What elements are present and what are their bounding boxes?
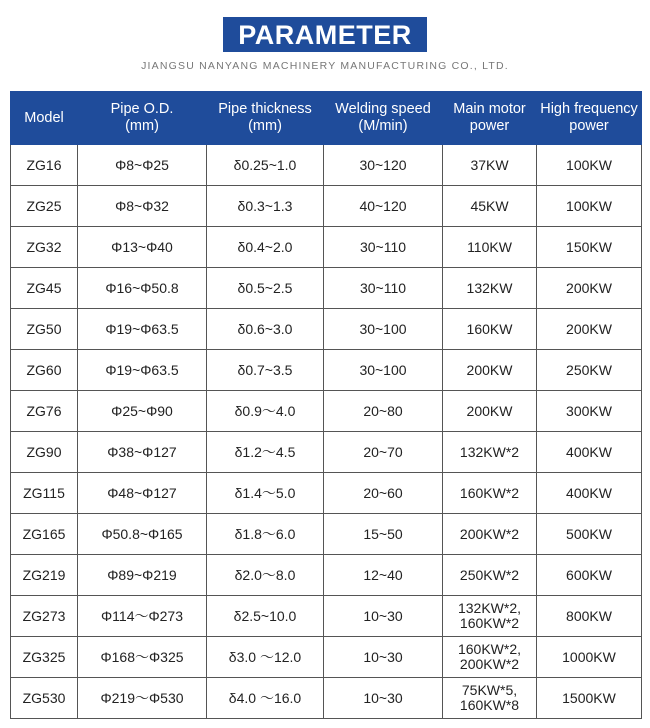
table-cell: ZG32	[11, 227, 78, 268]
table-cell: 30~120	[324, 145, 443, 186]
table-cell: Φ8~Φ25	[78, 145, 207, 186]
table-cell: 300KW	[537, 391, 642, 432]
column-header-line: Welding speed	[335, 101, 431, 117]
table-cell: Φ8~Φ32	[78, 186, 207, 227]
table-cell: ZG76	[11, 391, 78, 432]
table-cell: 45KW	[443, 186, 537, 227]
table-cell: ZG60	[11, 350, 78, 391]
table-cell: ZG45	[11, 268, 78, 309]
title-wrap	[0, 17, 650, 52]
column-header	[207, 92, 324, 145]
table-cell: ZG90	[11, 432, 78, 473]
table-cell: 10~30	[324, 678, 443, 719]
table-cell: 200KW	[537, 268, 642, 309]
table-cell: 37KW	[443, 145, 537, 186]
table-row	[11, 227, 642, 268]
table-row	[11, 186, 642, 227]
table-cell: 250KW	[537, 350, 642, 391]
table-cell: Φ38~Φ127	[78, 432, 207, 473]
table-cell	[443, 678, 537, 719]
table-cell	[443, 637, 537, 678]
table-cell: ZG219	[11, 555, 78, 596]
table-cell: Φ13~Φ40	[78, 227, 207, 268]
table-cell: δ4.0 ～16.0	[207, 678, 324, 719]
table-cell: 250KW*2	[443, 555, 537, 596]
table-cell: 20~70	[324, 432, 443, 473]
table-cell: ZG25	[11, 186, 78, 227]
column-header-line: Model	[24, 109, 64, 126]
cell-line: 160KW*2,	[457, 641, 522, 657]
column-header	[537, 92, 642, 145]
column-header-line: (mm)	[248, 118, 282, 134]
table-cell: 1000KW	[537, 637, 642, 678]
table-cell: 150KW	[537, 227, 642, 268]
table-cell: Φ25~Φ90	[78, 391, 207, 432]
table-row	[11, 596, 642, 637]
table-cell: ZG273	[11, 596, 78, 637]
column-header-line: Pipe thickness	[218, 101, 312, 117]
table-cell: 30~100	[324, 309, 443, 350]
table-cell: ZG115	[11, 473, 78, 514]
table-row	[11, 514, 642, 555]
table-cell: 200KW	[537, 309, 642, 350]
parameter-table	[10, 91, 642, 719]
table-cell: Φ50.8~Φ165	[78, 514, 207, 555]
table-cell: 100KW	[537, 186, 642, 227]
column-header-line: power	[569, 118, 609, 134]
table-cell: 200KW	[443, 350, 537, 391]
table-cell: 500KW	[537, 514, 642, 555]
table-cell: δ1.8～6.0	[207, 514, 324, 555]
table-cell: δ2.5~10.0	[207, 596, 324, 637]
table-cell: δ0.25~1.0	[207, 145, 324, 186]
table-cell: 1500KW	[537, 678, 642, 719]
table-cell: 400KW	[537, 432, 642, 473]
table-cell: δ0.5~2.5	[207, 268, 324, 309]
table-cell: ZG16	[11, 145, 78, 186]
table-row	[11, 637, 642, 678]
table-row	[11, 432, 642, 473]
table-cell: 132KW	[443, 268, 537, 309]
table-cell: 10~30	[324, 596, 443, 637]
table-cell: Φ168～Φ325	[78, 637, 207, 678]
table-cell: 20~80	[324, 391, 443, 432]
column-header	[324, 92, 443, 145]
table-cell: Φ114～Φ273	[78, 596, 207, 637]
company-name: JIANGSU NANYANG MACHINERY MANUFACTURING CO., LTD.	[141, 60, 509, 72]
table-cell	[443, 596, 537, 637]
table-cell: ZG165	[11, 514, 78, 555]
table-cell: 40~120	[324, 186, 443, 227]
table-cell: 400KW	[537, 473, 642, 514]
column-header-line: power	[469, 118, 510, 134]
table-header-row	[11, 92, 642, 145]
table-row	[11, 391, 642, 432]
column-header-line: Pipe O.D.	[110, 101, 174, 117]
table-row	[11, 678, 642, 719]
table-row	[11, 309, 642, 350]
table-body	[11, 145, 642, 719]
table-cell: 20~60	[324, 473, 443, 514]
table-cell: 800KW	[537, 596, 642, 637]
table-cell: δ0.7~3.5	[207, 350, 324, 391]
table-cell: 30~100	[324, 350, 443, 391]
table-cell: δ0.3~1.3	[207, 186, 324, 227]
column-header	[443, 92, 537, 145]
table-cell: Φ19~Φ63.5	[78, 309, 207, 350]
cell-line: 200KW*2	[459, 656, 520, 672]
table-row	[11, 473, 642, 514]
cell-line: 160KW*8	[459, 697, 520, 713]
page-title: PARAMETER	[223, 17, 427, 52]
table-cell: δ0.4~2.0	[207, 227, 324, 268]
column-header-line: High frequency	[540, 101, 638, 117]
cell-line: 160KW*2	[459, 615, 520, 631]
table-cell: Φ19~Φ63.5	[78, 350, 207, 391]
table-row	[11, 268, 642, 309]
column-header	[11, 92, 78, 145]
table-cell: 30~110	[324, 227, 443, 268]
table-row	[11, 145, 642, 186]
table-row	[11, 555, 642, 596]
table-cell: ZG530	[11, 678, 78, 719]
table-cell: 100KW	[537, 145, 642, 186]
column-header-line: (M/min)	[358, 118, 408, 134]
table-cell: Φ219～Φ530	[78, 678, 207, 719]
column-header-line: (mm)	[125, 118, 159, 134]
table-cell: 200KW*2	[443, 514, 537, 555]
table-cell: 160KW*2	[443, 473, 537, 514]
column-header	[78, 92, 207, 145]
table-cell: ZG50	[11, 309, 78, 350]
table-cell: 600KW	[537, 555, 642, 596]
cell-line: 75KW*5,	[461, 682, 518, 698]
table-cell: δ2.0～8.0	[207, 555, 324, 596]
table-cell: Φ89~Φ219	[78, 555, 207, 596]
cell-line: 132KW*2,	[457, 600, 522, 616]
table-cell: δ0.6~3.0	[207, 309, 324, 350]
table-cell: ZG325	[11, 637, 78, 678]
table-cell: δ1.2～4.5	[207, 432, 324, 473]
table-cell: 160KW	[443, 309, 537, 350]
table-cell: 200KW	[443, 391, 537, 432]
table-cell: 132KW*2	[443, 432, 537, 473]
column-header-line: Main motor	[453, 101, 526, 117]
table-cell: 15~50	[324, 514, 443, 555]
table-cell: 10~30	[324, 637, 443, 678]
table-cell: δ3.0 ～12.0	[207, 637, 324, 678]
table-cell: Φ48~Φ127	[78, 473, 207, 514]
table-cell: Φ16~Φ50.8	[78, 268, 207, 309]
table-cell: 12~40	[324, 555, 443, 596]
table-row	[11, 350, 642, 391]
table-cell: δ0.9～4.0	[207, 391, 324, 432]
table-cell: δ1.4～5.0	[207, 473, 324, 514]
table-cell: 110KW	[443, 227, 537, 268]
table-cell: 30~110	[324, 268, 443, 309]
